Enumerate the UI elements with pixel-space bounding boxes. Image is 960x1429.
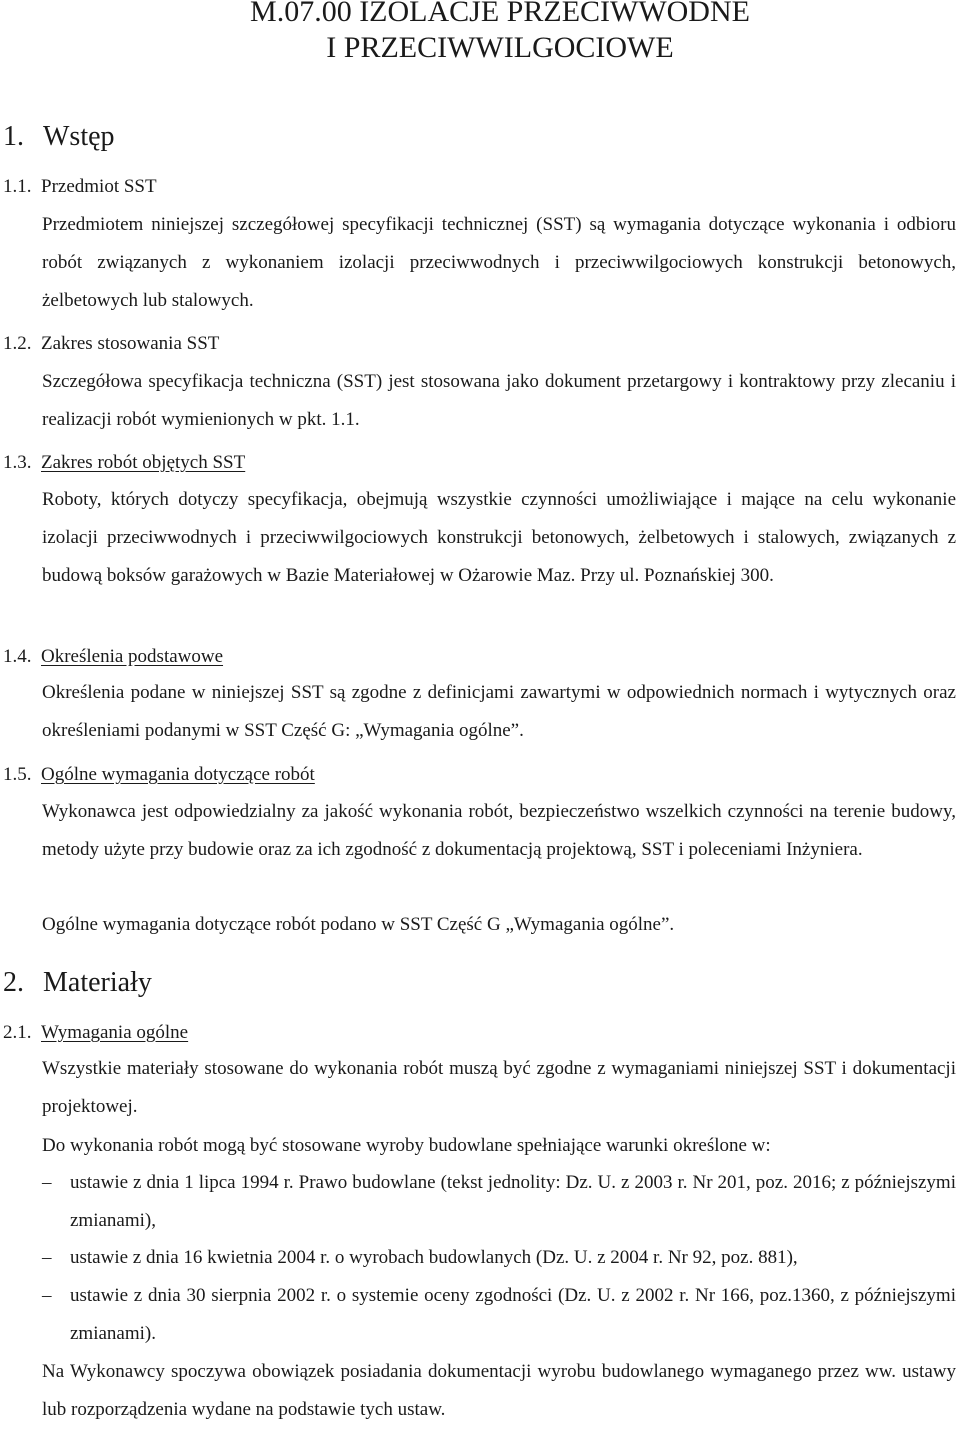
section-title: Ogólne wymagania dotyczące robót bbox=[41, 764, 315, 785]
section-1-1-heading bbox=[3, 175, 157, 199]
section-1-4-paragraph: Określenia podane w niniejszej SST są zgodne z definicjami zawartymi w odpowiednich normach i wytycznych oraz określeniami podanymi w SST Część G: „Wymagania ogólne”. bbox=[42, 682, 956, 741]
document-title-line-1: M.07.00 IZOLACJE PRZECIWWODNE bbox=[250, 0, 750, 28]
section-number: 1.1. bbox=[3, 176, 32, 197]
section-number: 1.3. bbox=[3, 452, 32, 473]
list-item bbox=[42, 1277, 956, 1353]
dash-bullet-icon: – bbox=[42, 1285, 52, 1306]
section-title: Wymagania ogólne bbox=[41, 1022, 189, 1043]
section-1-3-paragraph: Roboty, których dotyczy specyfikacja, obejmują wszystkie czynności umożliwiające i mające na celu wykonanie izolacji przeciwwodnych i przeciwwilgociowych konstrukcji betonowych, żelbetowych i stalowych, związanych z budową boksów garażowych w Bazie Materiałowej w Ożarowie Maz. Przy ul. Poznańskiej 300. bbox=[42, 489, 956, 586]
section-number: 1. bbox=[3, 121, 24, 152]
section-1-3-heading bbox=[3, 451, 245, 475]
section-title: Zakres stosowania SST bbox=[41, 333, 220, 354]
section-1-4-heading bbox=[3, 645, 223, 669]
section-2-1-paragraph-1: Wszystkie materiały stosowane do wykonania robót muszą być zgodne z wymaganiami niniejszej SST i dokumentacji projektowej. bbox=[42, 1058, 956, 1117]
section-title: Wstęp bbox=[43, 121, 115, 152]
section-title: Przedmiot SST bbox=[41, 176, 157, 197]
section-2-1-paragraph-3: Na Wykonawcy spoczywa obowiązek posiadania dokumentacji wyrobu budowlanego wymaganego przez ww. ustawy lub rozporządzenia wydane na podstawie tych ustaw. bbox=[42, 1361, 956, 1420]
section-number: 1.5. bbox=[3, 764, 32, 785]
dash-bullet-icon: – bbox=[42, 1247, 52, 1268]
list-item-text: ustawie z dnia 1 lipca 1994 r. Prawo budowlane (tekst jednolity: Dz. U. z 2003 r. Nr 201, poz. 2016; z późniejszymi zmianami), bbox=[70, 1172, 956, 1231]
document-title-line-2: I PRZECIWWILGOCIOWE bbox=[326, 31, 674, 64]
section-1-1-paragraph: Przedmiotem niniejszej szczegółowej specyfikacji technicznej (SST) są wymagania dotyczące wykonania i odbioru robót związanych z wykonaniem izolacji przeciwwodnych i przeciwwilgociowych konstrukcji betonowych, żelbetowych lub stalowych. bbox=[42, 214, 956, 311]
list-item bbox=[42, 1239, 956, 1277]
section-1-heading bbox=[3, 120, 115, 154]
list-item bbox=[42, 1164, 956, 1240]
section-1-2-heading bbox=[3, 332, 219, 356]
section-1-2-paragraph: Szczegółowa specyfikacja techniczna (SST) jest stosowana jako dokument przetargowy i kontraktowy przy zlecaniu i realizacji robót wymienionych w pkt. 1.1. bbox=[42, 371, 956, 430]
section-2-1-paragraph-2: Do wykonania robót mogą być stosowane wyroby budowlane spełniające warunki określone w: bbox=[42, 1135, 771, 1156]
section-number: 2.1. bbox=[3, 1022, 32, 1043]
section-title: Zakres robót objętych SST bbox=[41, 452, 246, 473]
section-1-5-paragraph-2: Ogólne wymagania dotyczące robót podano w SST Część G „Wymagania ogólne”. bbox=[42, 914, 675, 935]
section-title: Określenia podstawowe bbox=[41, 646, 224, 667]
section-number: 2. bbox=[3, 967, 24, 998]
section-1-5-paragraph-1: Wykonawca jest odpowiedzialny za jakość wykonania robót, bezpieczeństwo wszelkich czynności na terenie budowy, metody użyte przy budowie oraz za ich zgodność z dokumentacją projektową, SST i poleceniami Inżyniera. bbox=[42, 801, 956, 860]
dash-bullet-icon: – bbox=[42, 1172, 52, 1193]
section-number: 1.4. bbox=[3, 646, 32, 667]
section-title: Materiały bbox=[43, 967, 152, 998]
section-1-5-heading bbox=[3, 763, 315, 787]
section-number: 1.2. bbox=[3, 333, 32, 354]
list-item-text: ustawie z dnia 16 kwietnia 2004 r. o wyrobach budowlanych (Dz. U. z 2004 r. Nr 92, poz. 881), bbox=[70, 1247, 798, 1268]
section-2-1-heading bbox=[3, 1021, 188, 1045]
list-item-text: ustawie z dnia 30 sierpnia 2002 r. o systemie oceny zgodności (Dz. U. z 2002 r. Nr 166, poz.1360, z późniejszymi zmianami). bbox=[70, 1285, 956, 1344]
section-2-heading bbox=[3, 966, 152, 1000]
